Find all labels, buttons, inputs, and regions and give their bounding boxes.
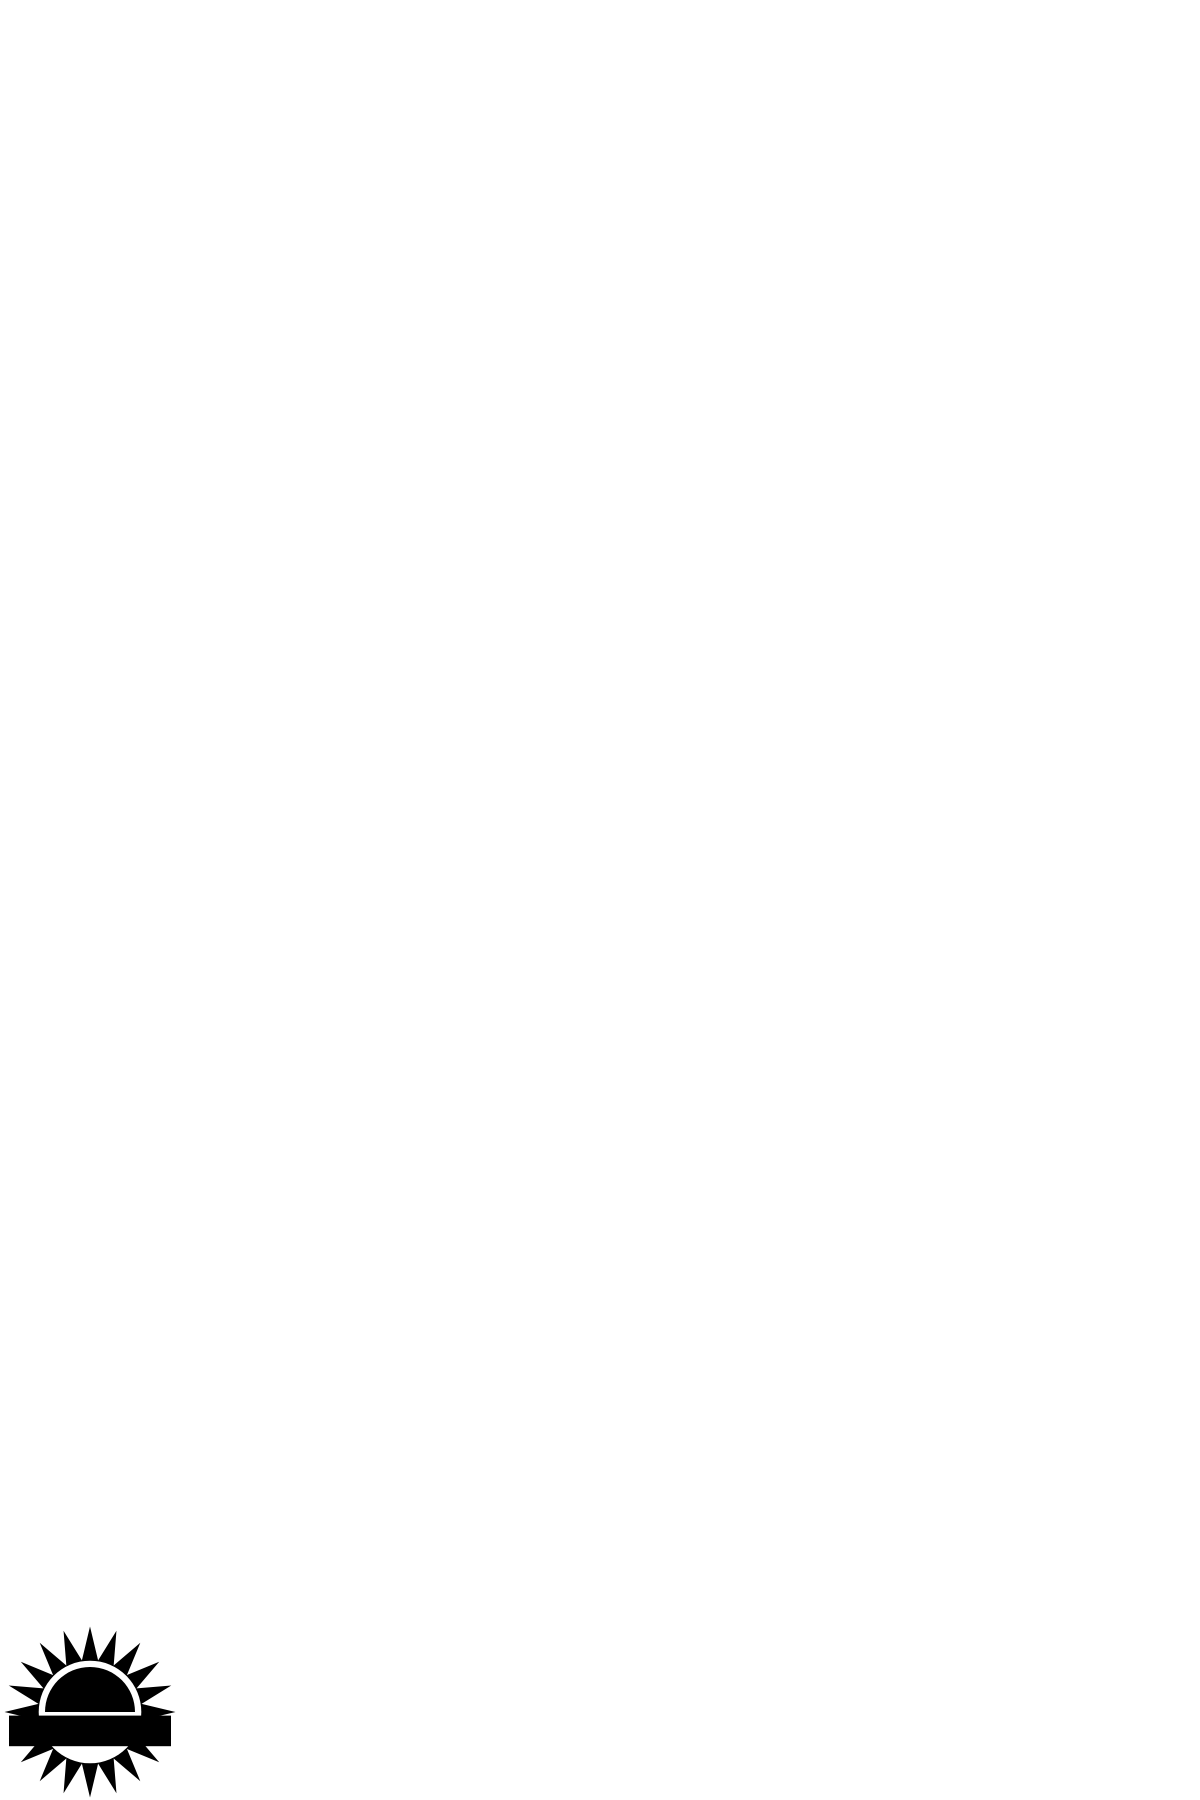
article-body — [67, 0, 936, 1800]
